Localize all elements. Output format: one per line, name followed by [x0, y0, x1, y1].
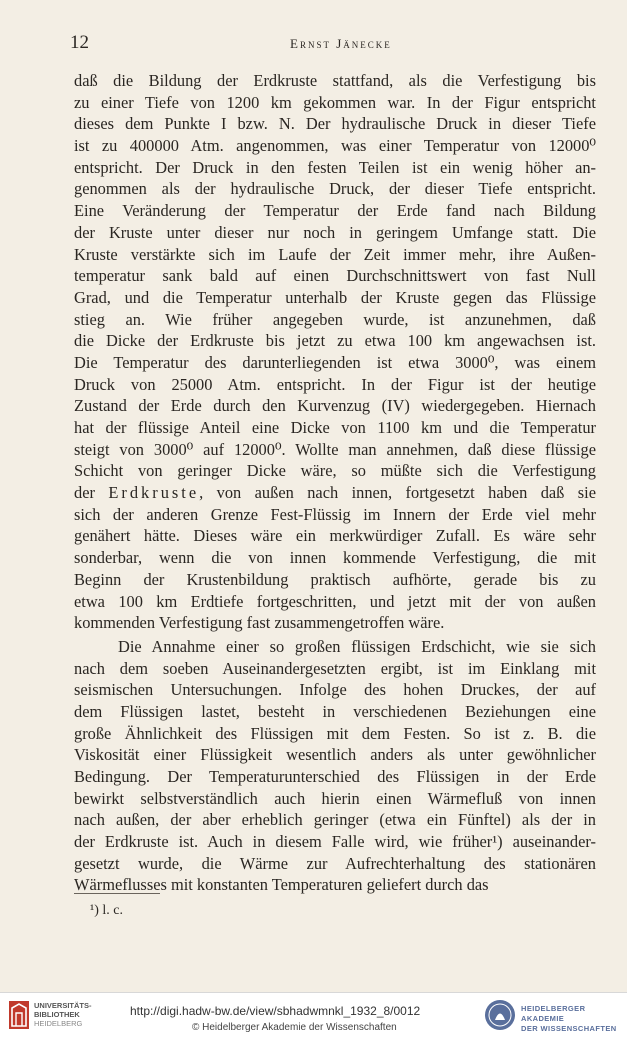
text-line: kommenden Verfestigung fast zusammengetroffen wäre. [74, 613, 445, 633]
text-line: Viskosität einer Flüssigkeit wesentlich anders als unter gewöhnlicher [74, 745, 596, 765]
text-line: genommen als der hydraulische Druck, der dieser Tiefe entspricht. [74, 179, 596, 199]
copyright-notice: © Heidelberger Akademie der Wissenschaften [192, 1022, 397, 1033]
text-line: etwa 100 km Erdtiefe fortgeschritten, und jetzt mit der von außen [74, 591, 596, 611]
footnote-rule [74, 893, 160, 894]
academy-name: HEIDELBERGER AKADEMIE DER WISSENSCHAFTEN [521, 1004, 617, 1033]
permalink-url[interactable]: http://digi.hadw-bw.de/view/sbhadwmnkl_1932_8/0012 [130, 1004, 421, 1018]
text-line: nach außen, der aber erheblich geringer (etwa ein Fünftel) als der in [74, 810, 596, 830]
paragraph-2 [74, 636, 596, 896]
text-line: Kruste verstärkte sich im Laufe der Zeit immer mehr, ihre Außen- [74, 244, 596, 264]
text-line: der Erdkruste ist. Auch in diesem Falle wird, wie früher¹) auseinander- [74, 832, 596, 852]
text-line: Die Annahme einer so großen flüssigen Erdschicht, wie sie sich [118, 636, 596, 656]
text-line: Eine Veränderung der Temperatur der Erde fand nach Bildung [74, 201, 596, 221]
text-line: sonderbar, wenn die von innen kommende Verfestigung, die mit [74, 548, 596, 568]
text-line: hat der flüssige Anteil eine Dicke von 1100 km und die Temperatur [74, 418, 596, 437]
text-line: zu einer Tiefe von 1200 km gekommen war. In der Figur entspricht [74, 92, 596, 112]
text-line: Schicht von geringer Dicke wäre, so müßte sich die Verfestigung [74, 461, 596, 481]
text-line: steigt von 3000⁰ auf 12000⁰. Wollte man annehmen, daß diese flüssige [74, 439, 596, 459]
text-line: gesetzt wurde, die Wärme zur Aufrechterhaltung des stationären [74, 853, 596, 873]
text-line: Grad, und die Temperatur unterhalb der Kruste gegen das Flüssige [74, 287, 596, 307]
text-line: ist zu 400000 Atm. angenommen, was einer Temperatur von 12000⁰ [74, 136, 596, 156]
text-line: Beginn der Krustenbildung praktisch aufhörte, gerade bis zu [74, 569, 596, 589]
text-line: dem Flüssigen lastet, besteht in verschiedenen Beziehungen eine [74, 701, 596, 721]
text-line: der Erdkruste, von außen nach innen, fortgesetzt haben daß sie [74, 483, 596, 503]
text-line: Wärmeflusses mit konstanten Temperaturen geliefert durch das [74, 875, 489, 895]
text-line: temperatur sank bald auf einen Durchschnittswert von fast Null [74, 266, 596, 286]
body-text [74, 70, 596, 896]
text-line: stieg an. Wie früher angegeben wurde, ist anzunehmen, daß [74, 309, 596, 329]
text-line: Zustand der Erde durch den Kurvenzug (IV) wiedergegeben. Hiernach [74, 396, 596, 416]
text-line: große Ähnlichkeit des Flüssigen mit dem Festen. So ist z. B. die [74, 723, 596, 743]
text-line: Druck von 25000 Atm. entspricht. In der Figur ist der heutige [74, 374, 596, 394]
text-line: Die Temperatur des darunterliegenden ist etwa 3000⁰, was einem [74, 352, 596, 372]
text-line: seismischen Untersuchungen. Infolge des hohen Druckes, der auf [74, 680, 596, 700]
text-line: dieses dem Punkte I bzw. N. Der hydraulische Druck in dieser Tiefe [74, 114, 596, 134]
text-line: der Kruste unter dieser nur noch in geringem Umfange statt. Die [74, 222, 596, 242]
academy-seal-icon [484, 999, 516, 1031]
text-line: bewirkt selbstverständlich auch hierin einen Wärmefluß von innen [74, 788, 596, 808]
page-header [70, 32, 600, 56]
text-line: nach dem soeben Auseinandergesetzten ergibt, ist im Einklang mit [74, 658, 596, 678]
university-library-logo-icon [8, 1000, 30, 1030]
paragraph-1 [74, 70, 596, 634]
text-line: sich der anderen Grenze Fest-Flüssig im Innern der Erde viel mehr [74, 504, 596, 524]
text-line: daß die Bildung der Erdkruste stattfand, als die Verfestigung bis [74, 71, 596, 90]
text-line: die Dicke der Erdkruste bis jetzt zu etwa 100 km angewachsen ist. [74, 331, 596, 351]
text-line: Bedingung. Der Temperaturunterschied des Flüssigen in der Erde [74, 767, 596, 786]
running-head: Ernst Jänecke [290, 36, 392, 51]
page-number: 12 [70, 32, 89, 53]
footnote: ¹) l. c. [90, 903, 123, 918]
university-library-name: UNIVERSITÄTS- BIBLIOTHEK HEIDELBERG [34, 1001, 92, 1028]
text-line: genähert hätte. Dieses wäre ein merkwürdiger Zufall. Es wäre sehr [74, 526, 596, 546]
text-line: entspricht. Der Druck in den festen Teilen ist ein wenig höher an- [74, 157, 596, 177]
viewer-footer [0, 992, 627, 1039]
